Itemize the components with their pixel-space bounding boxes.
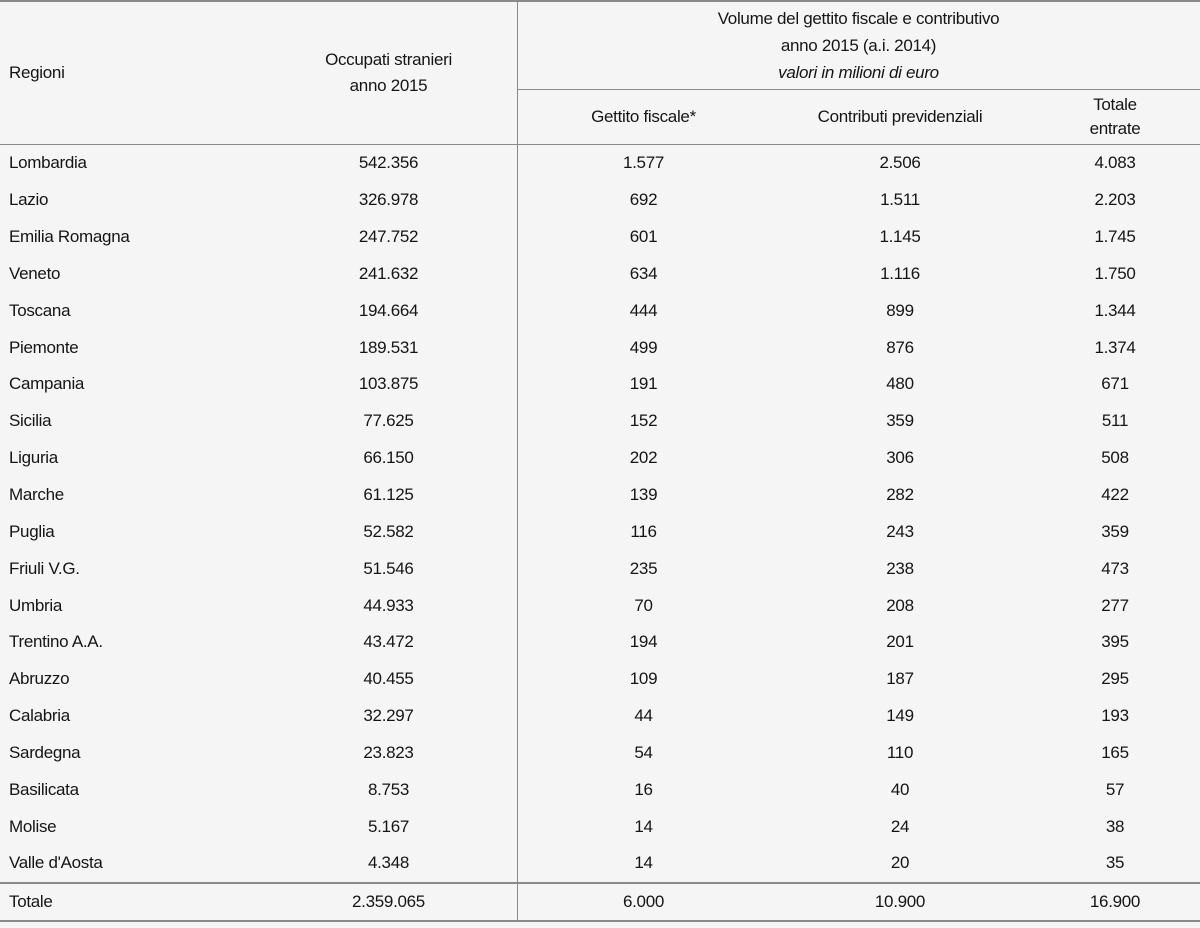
totale-entrate-cell: 277 (1101, 595, 1129, 615)
region-cell: Lazio (9, 190, 49, 210)
table-row (0, 624, 1200, 661)
table-row (0, 440, 1200, 477)
totale-entrate-cell: 1.374 (1094, 337, 1136, 357)
gettito-fiscale-cell: 14 (634, 853, 653, 873)
contributi-previdenziali-cell: 306 (886, 448, 914, 468)
occupati-cell: 66.150 (363, 448, 414, 468)
table-row (0, 513, 1200, 550)
group-title (517, 2, 1200, 90)
gettito-fiscale-cell: 191 (629, 374, 658, 394)
col-header-occupati (260, 2, 517, 144)
total-occupati: 2.359.065 (352, 891, 425, 911)
gettito-fiscale-cell: 139 (629, 485, 658, 505)
gettito-fiscale-cell: 152 (629, 411, 658, 431)
table-row (0, 661, 1200, 698)
occupati-cell: 103.875 (358, 374, 419, 394)
occupati-cell: 241.632 (358, 263, 419, 283)
gettito-fiscale-cell: 109 (629, 669, 658, 689)
totale-entrate-cell: 422 (1101, 485, 1129, 505)
contributi-previdenziali-cell: 20 (890, 853, 910, 873)
table-row (0, 403, 1200, 440)
gettito-fiscale-cell: 202 (629, 448, 658, 468)
occupati-cell: 194.664 (358, 300, 419, 320)
totale-entrate-cell: 2.203 (1094, 190, 1136, 210)
contributi-previdenziali-cell: 208 (886, 595, 914, 615)
contributi-previdenziali-cell: 876 (886, 337, 914, 357)
total-row (0, 882, 1200, 920)
table-row (0, 292, 1200, 329)
occupati-cell: 32.297 (363, 706, 414, 726)
contributi-previdenziali-cell: 201 (886, 632, 914, 652)
table-row (0, 845, 1200, 882)
contributi-previdenziali-cell: 40 (890, 779, 910, 799)
table-row (0, 145, 1200, 182)
total-totale-entrate: 16.900 (1089, 891, 1141, 911)
occupati-cell: 5.167 (367, 816, 410, 836)
region-cell: Calabria (9, 706, 70, 726)
totale-entrate-cell: 671 (1101, 374, 1129, 394)
totale-entrate-cell: 1.745 (1094, 227, 1136, 247)
col-header-gettito-fiscale: Gettito fiscale* (591, 107, 696, 126)
table-row (0, 698, 1200, 735)
region-cell: Marche (9, 485, 64, 505)
contributi-previdenziali-cell: 480 (886, 374, 914, 394)
totale-entrate-cell: 295 (1101, 669, 1129, 689)
total-contributi: 10.900 (874, 891, 926, 911)
table-header (0, 2, 1200, 145)
table-row (0, 550, 1200, 587)
gettito-group-header (517, 2, 1200, 144)
col-header-totale-entrate-line1: Totale (1093, 95, 1137, 114)
occupati-cell: 189.531 (358, 337, 419, 357)
gettito-fiscale-cell: 70 (634, 595, 653, 615)
table-body (0, 145, 1200, 882)
occupati-cell: 51.546 (363, 558, 414, 578)
contributi-previdenziali-cell: 282 (886, 485, 914, 505)
sub-headers (517, 90, 1200, 144)
occupati-cell: 542.356 (358, 153, 419, 173)
table-row (0, 366, 1200, 403)
table-row (0, 256, 1200, 293)
group-title-line1: Volume del gettito fiscale e contributivo (717, 9, 1000, 28)
contributi-previdenziali-cell: 1.116 (880, 263, 920, 283)
region-cell: Basilicata (9, 779, 79, 799)
gettito-fiscale-cell: 601 (629, 227, 658, 247)
region-cell: Lombardia (9, 153, 87, 173)
totale-entrate-cell: 395 (1101, 632, 1129, 652)
table-row (0, 329, 1200, 366)
col-header-occupati-line2: anno 2015 (349, 76, 428, 95)
col-header-contributi-previdenziali: Contributi previdenziali (817, 107, 983, 126)
gettito-fiscale-cell: 634 (629, 263, 658, 283)
col-header-regioni (0, 2, 260, 144)
region-cell: Valle d'Aosta (9, 853, 103, 873)
region-cell: Campania (9, 374, 85, 394)
totale-entrate-cell: 38 (1105, 816, 1125, 836)
col-header-totale-entrate (1030, 93, 1200, 141)
contributi-previdenziali-cell: 899 (886, 300, 914, 320)
totale-entrate-cell: 1.750 (1094, 263, 1136, 283)
region-cell: Abruzzo (9, 669, 70, 689)
gettito-fiscale-cell: 499 (629, 337, 658, 357)
region-cell: Sicilia (9, 411, 52, 431)
gettito-fiscale-cell: 116 (630, 521, 657, 541)
column-divider-line (517, 2, 518, 920)
totale-entrate-cell: 57 (1105, 779, 1125, 799)
region-cell: Umbria (9, 595, 62, 615)
region-cell: Sardegna (9, 742, 81, 762)
gettito-fiscale-cell: 54 (634, 742, 653, 762)
occupati-cell: 4.348 (367, 853, 410, 873)
table-row (0, 808, 1200, 845)
region-cell: Friuli V.G. (9, 558, 80, 578)
occupati-cell: 40.455 (363, 669, 414, 689)
table-row (0, 219, 1200, 256)
total-label: Totale (9, 891, 53, 911)
totale-entrate-cell: 4.083 (1094, 153, 1136, 173)
occupati-cell: 326.978 (358, 190, 419, 210)
totale-entrate-cell: 473 (1101, 558, 1129, 578)
occupati-cell: 23.823 (363, 742, 414, 762)
region-cell: Liguria (9, 448, 58, 468)
contributi-previdenziali-cell: 238 (886, 558, 914, 578)
contributi-previdenziali-cell: 149 (886, 706, 914, 726)
gettito-fiscale-cell: 44 (634, 706, 653, 726)
gettito-fiscale-cell: 692 (629, 190, 658, 210)
totale-entrate-cell: 359 (1101, 521, 1129, 541)
contributi-previdenziali-cell: 24 (890, 816, 910, 836)
contributi-previdenziali-cell: 2.506 (879, 153, 921, 173)
totale-entrate-cell: 35 (1105, 853, 1125, 873)
region-cell: Toscana (9, 300, 71, 320)
table-row (0, 771, 1200, 808)
region-cell: Veneto (9, 263, 61, 283)
contributi-previdenziali-cell: 243 (886, 521, 914, 541)
table-row (0, 587, 1200, 624)
gettito-fiscale-cell: 194 (629, 632, 658, 652)
region-cell: Emilia Romagna (9, 227, 130, 247)
occupati-cell: 61.125 (363, 485, 414, 505)
gettito-fiscale-cell: 16 (634, 779, 653, 799)
col-header-occupati-line1: Occupati stranieri (325, 50, 452, 69)
table-row (0, 182, 1200, 219)
group-title-units: valori in milioni di euro (778, 63, 939, 82)
contributi-previdenziali-cell: 1.145 (879, 227, 921, 247)
totale-entrate-cell: 1.344 (1094, 300, 1136, 320)
occupati-cell: 52.582 (363, 521, 414, 541)
contributi-previdenziali-cell: 1.511 (880, 190, 920, 210)
group-title-line2: anno 2015 (a.i. 2014) (780, 36, 937, 55)
occupati-cell: 8.753 (367, 779, 410, 799)
gettito-fiscale-cell: 1.577 (622, 153, 665, 173)
gettito-fiscale-cell: 444 (629, 300, 658, 320)
contributi-previdenziali-cell: 187 (886, 669, 914, 689)
occupati-cell: 77.625 (363, 411, 414, 431)
totale-entrate-cell: 165 (1101, 742, 1129, 762)
gettito-fiscale-cell: 14 (634, 816, 653, 836)
occupati-cell: 247.752 (358, 227, 419, 247)
col-header-totale-entrate-line2: entrate (1089, 119, 1141, 138)
occupati-cell: 43.472 (363, 632, 414, 652)
totale-entrate-cell: 193 (1101, 706, 1129, 726)
occupati-cell: 44.933 (363, 595, 414, 615)
region-cell: Molise (9, 816, 57, 836)
region-cell: Trentino A.A. (9, 632, 103, 652)
totale-entrate-cell: 508 (1101, 448, 1129, 468)
gettito-fiscale-cell: 235 (629, 558, 658, 578)
total-gettito: 6.000 (622, 891, 665, 911)
table-row (0, 735, 1200, 772)
totale-entrate-cell: 511 (1101, 411, 1129, 431)
region-cell: Puglia (9, 521, 55, 541)
contributi-previdenziali-cell: 110 (886, 742, 914, 762)
region-cell: Piemonte (9, 337, 79, 357)
col-header-regioni-label: Regioni (9, 63, 65, 82)
table-row (0, 477, 1200, 514)
contributi-previdenziali-cell: 359 (886, 411, 914, 431)
